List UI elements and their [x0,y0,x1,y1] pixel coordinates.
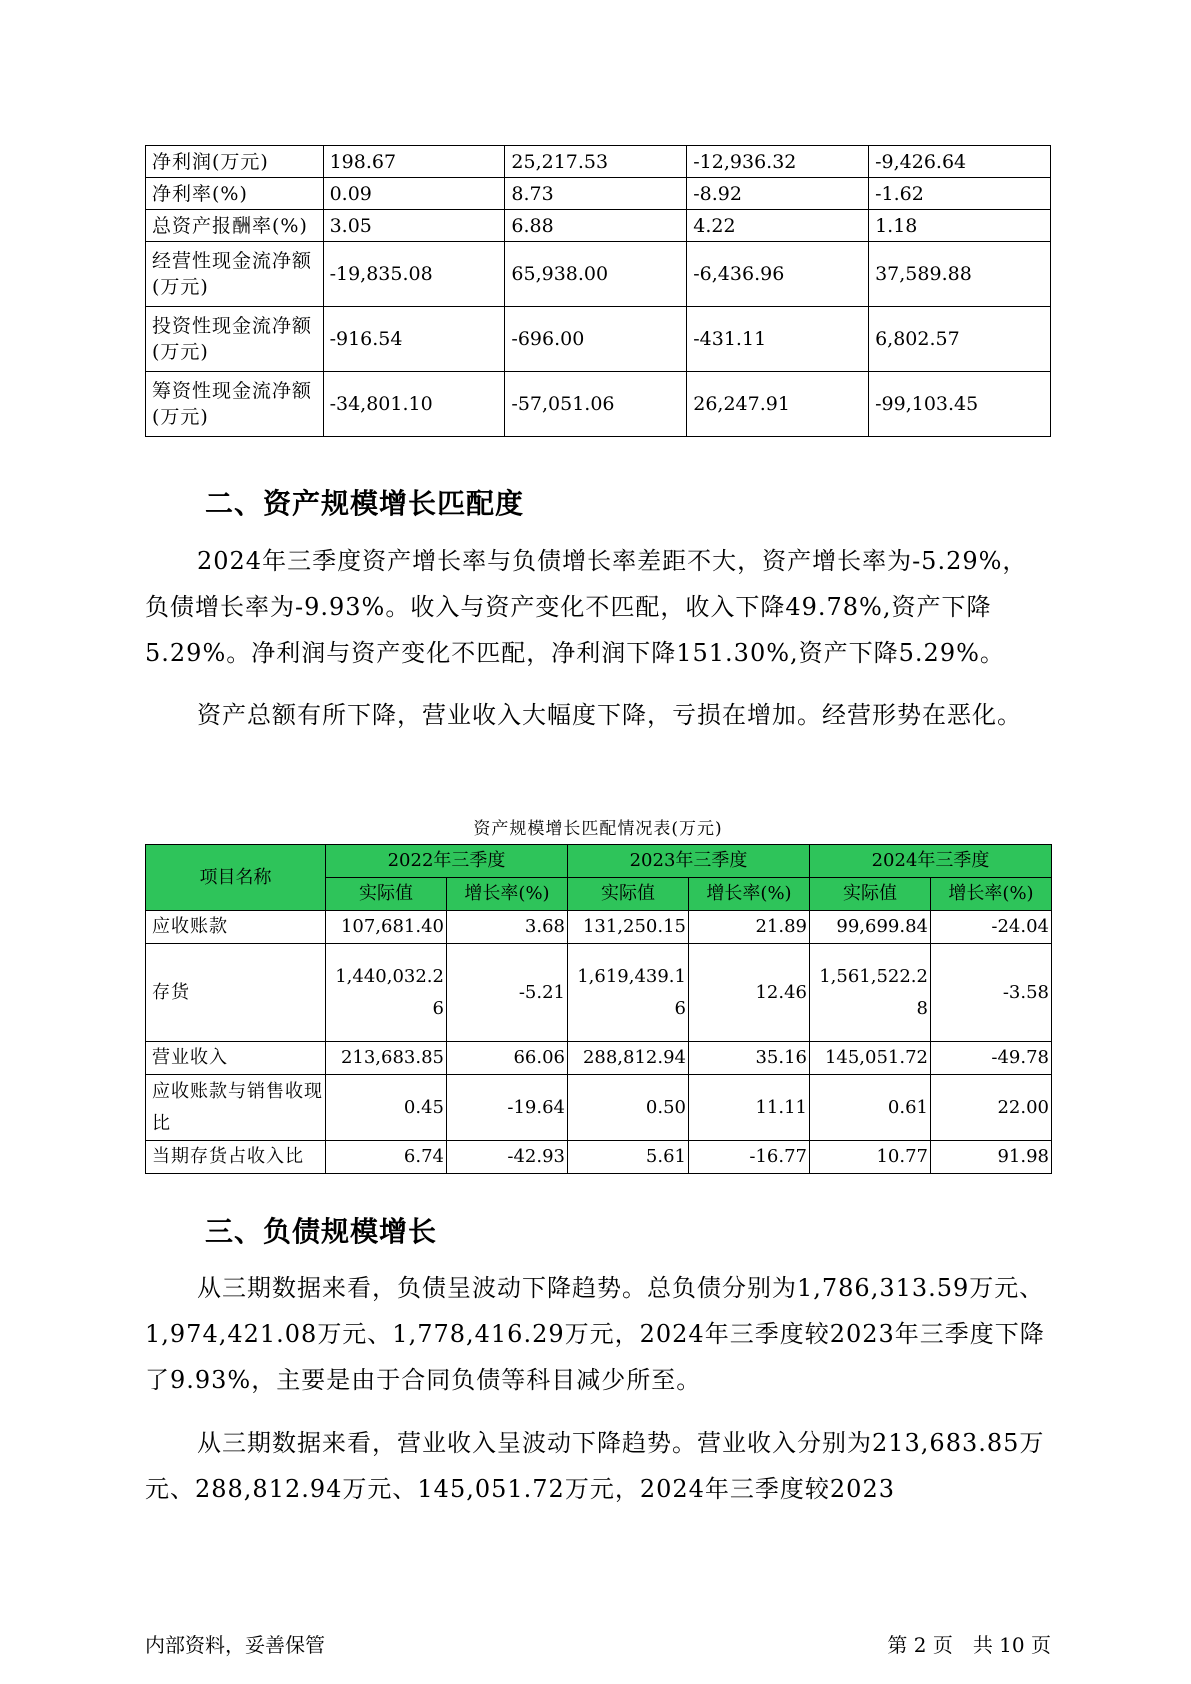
cell: 26,247.91 [687,372,869,437]
cell: -431.11 [687,307,869,372]
cell: 107,681.40 [326,911,447,944]
column-header-actual: 实际值 [326,878,447,911]
section-heading: 二、资产规模增长匹配度 [205,487,525,520]
cell: -916.54 [323,307,505,372]
table-row [146,372,1051,437]
row-label: 营业收入 [146,1042,326,1075]
table-row [146,1075,1052,1141]
cell: 3.68 [447,911,568,944]
financial-indicators-table [145,145,1051,437]
table-caption: 资产规模增长匹配情况表(万元) [473,819,723,839]
paragraph: 从三期数据来看，负债呈波动下降趋势。总负债分别为1,786,313.59万元、1,974,421.08万元、1,778,416.29万元，2024年三季度较2023年三季度下降了9.93%，主要是由于合同负债等科目减少所至。 [145,1274,1045,1394]
cell: -12,936.32 [687,146,869,178]
page-number: 第 2 页 共 10 页 [887,1633,1051,1657]
cell: 288,812.94 [568,1042,689,1075]
cell: -16.77 [689,1141,810,1174]
cell: -19,835.08 [323,242,505,307]
column-header-period: 2023年三季度 [568,845,810,878]
column-header-actual: 实际值 [568,878,689,911]
cell: 1,619,439.16 [568,944,689,1042]
table-row [146,210,1051,242]
asset-growth-table [145,844,1052,1174]
table-row [146,1042,1052,1075]
cell: -99,103.45 [869,372,1051,437]
footer-note: 内部资料，妥善保管 [145,1633,325,1657]
column-header-growth: 增长率(%) [689,878,810,911]
cell: 1,561,522.28 [810,944,931,1042]
cell: 8.73 [505,178,687,210]
cell: 35.16 [689,1042,810,1075]
cell: 6.74 [326,1141,447,1174]
column-header-growth: 增长率(%) [447,878,568,911]
cell: -34,801.10 [323,372,505,437]
column-header-item: 项目名称 [146,845,326,911]
cell: -3.58 [931,944,1052,1042]
paragraph: 2024年三季度资产增长率与负债增长率差距不大，资产增长率为-5.29%，负债增长率为-9.93%。收入与资产变化不匹配，收入下降49.78%,资产下降5.29%。净利润与资产变化不匹配，净利润下降151.30%,资产下降5.29%。 [145,547,1028,667]
cell: -24.04 [931,911,1052,944]
cell: 12.46 [689,944,810,1042]
paragraph: 资产总额有所下降，营业收入大幅度下降，亏损在增加。经营形势在恶化。 [197,701,1022,729]
row-label: 净利率(%) [146,178,324,210]
cell: -5.21 [447,944,568,1042]
cell: 3.05 [323,210,505,242]
cell: -8.92 [687,178,869,210]
cell: 1.18 [869,210,1051,242]
cell: -696.00 [505,307,687,372]
row-label: 应收账款与销售收现比 [146,1075,326,1141]
row-label: 存货 [146,944,326,1042]
cell: 25,217.53 [505,146,687,178]
cell: 131,250.15 [568,911,689,944]
cell: 11.11 [689,1075,810,1141]
cell: 5.61 [568,1141,689,1174]
row-label: 投资性现金流净额(万元) [146,307,324,372]
cell: -42.93 [447,1141,568,1174]
table-row [146,146,1051,178]
section-heading: 三、负债规模增长 [205,1215,438,1248]
cell: -9,426.64 [869,146,1051,178]
row-label: 应收账款 [146,911,326,944]
cell: 6.88 [505,210,687,242]
cell: 213,683.85 [326,1042,447,1075]
row-label: 筹资性现金流净额(万元) [146,372,324,437]
paragraph: 从三期数据来看，营业收入呈波动下降趋势。营业收入分别为213,683.85万元、288,812.94万元、145,051.72万元，2024年三季度较2023 [145,1429,1045,1503]
column-header-actual: 实际值 [810,878,931,911]
cell: 0.45 [326,1075,447,1141]
cell: 37,589.88 [869,242,1051,307]
cell: 66.06 [447,1042,568,1075]
cell: 0.09 [323,178,505,210]
cell: 10.77 [810,1141,931,1174]
cell: 91.98 [931,1141,1052,1174]
table-row [146,178,1051,210]
cell: -6,436.96 [687,242,869,307]
cell: 4.22 [687,210,869,242]
cell: 99,699.84 [810,911,931,944]
table-row [146,307,1051,372]
cell: 1,440,032.26 [326,944,447,1042]
row-label: 经营性现金流净额(万元) [146,242,324,307]
cell: 22.00 [931,1075,1052,1141]
table-row [146,911,1052,944]
table-row [146,1141,1052,1174]
cell: 145,051.72 [810,1042,931,1075]
column-header-growth: 增长率(%) [931,878,1052,911]
cell: -19.64 [447,1075,568,1141]
column-header-period: 2024年三季度 [810,845,1052,878]
cell: -57,051.06 [505,372,687,437]
cell: -49.78 [931,1042,1052,1075]
column-header-period: 2022年三季度 [326,845,568,878]
cell: 0.61 [810,1075,931,1141]
table-row [146,242,1051,307]
cell: 65,938.00 [505,242,687,307]
cell: 21.89 [689,911,810,944]
row-label: 总资产报酬率(%) [146,210,324,242]
table-row [146,944,1052,1042]
cell: 198.67 [323,146,505,178]
row-label: 当期存货占收入比 [146,1141,326,1174]
cell: -1.62 [869,178,1051,210]
cell: 6,802.57 [869,307,1051,372]
row-label: 净利润(万元) [146,146,324,178]
cell: 0.50 [568,1075,689,1141]
header-row [146,845,1052,878]
